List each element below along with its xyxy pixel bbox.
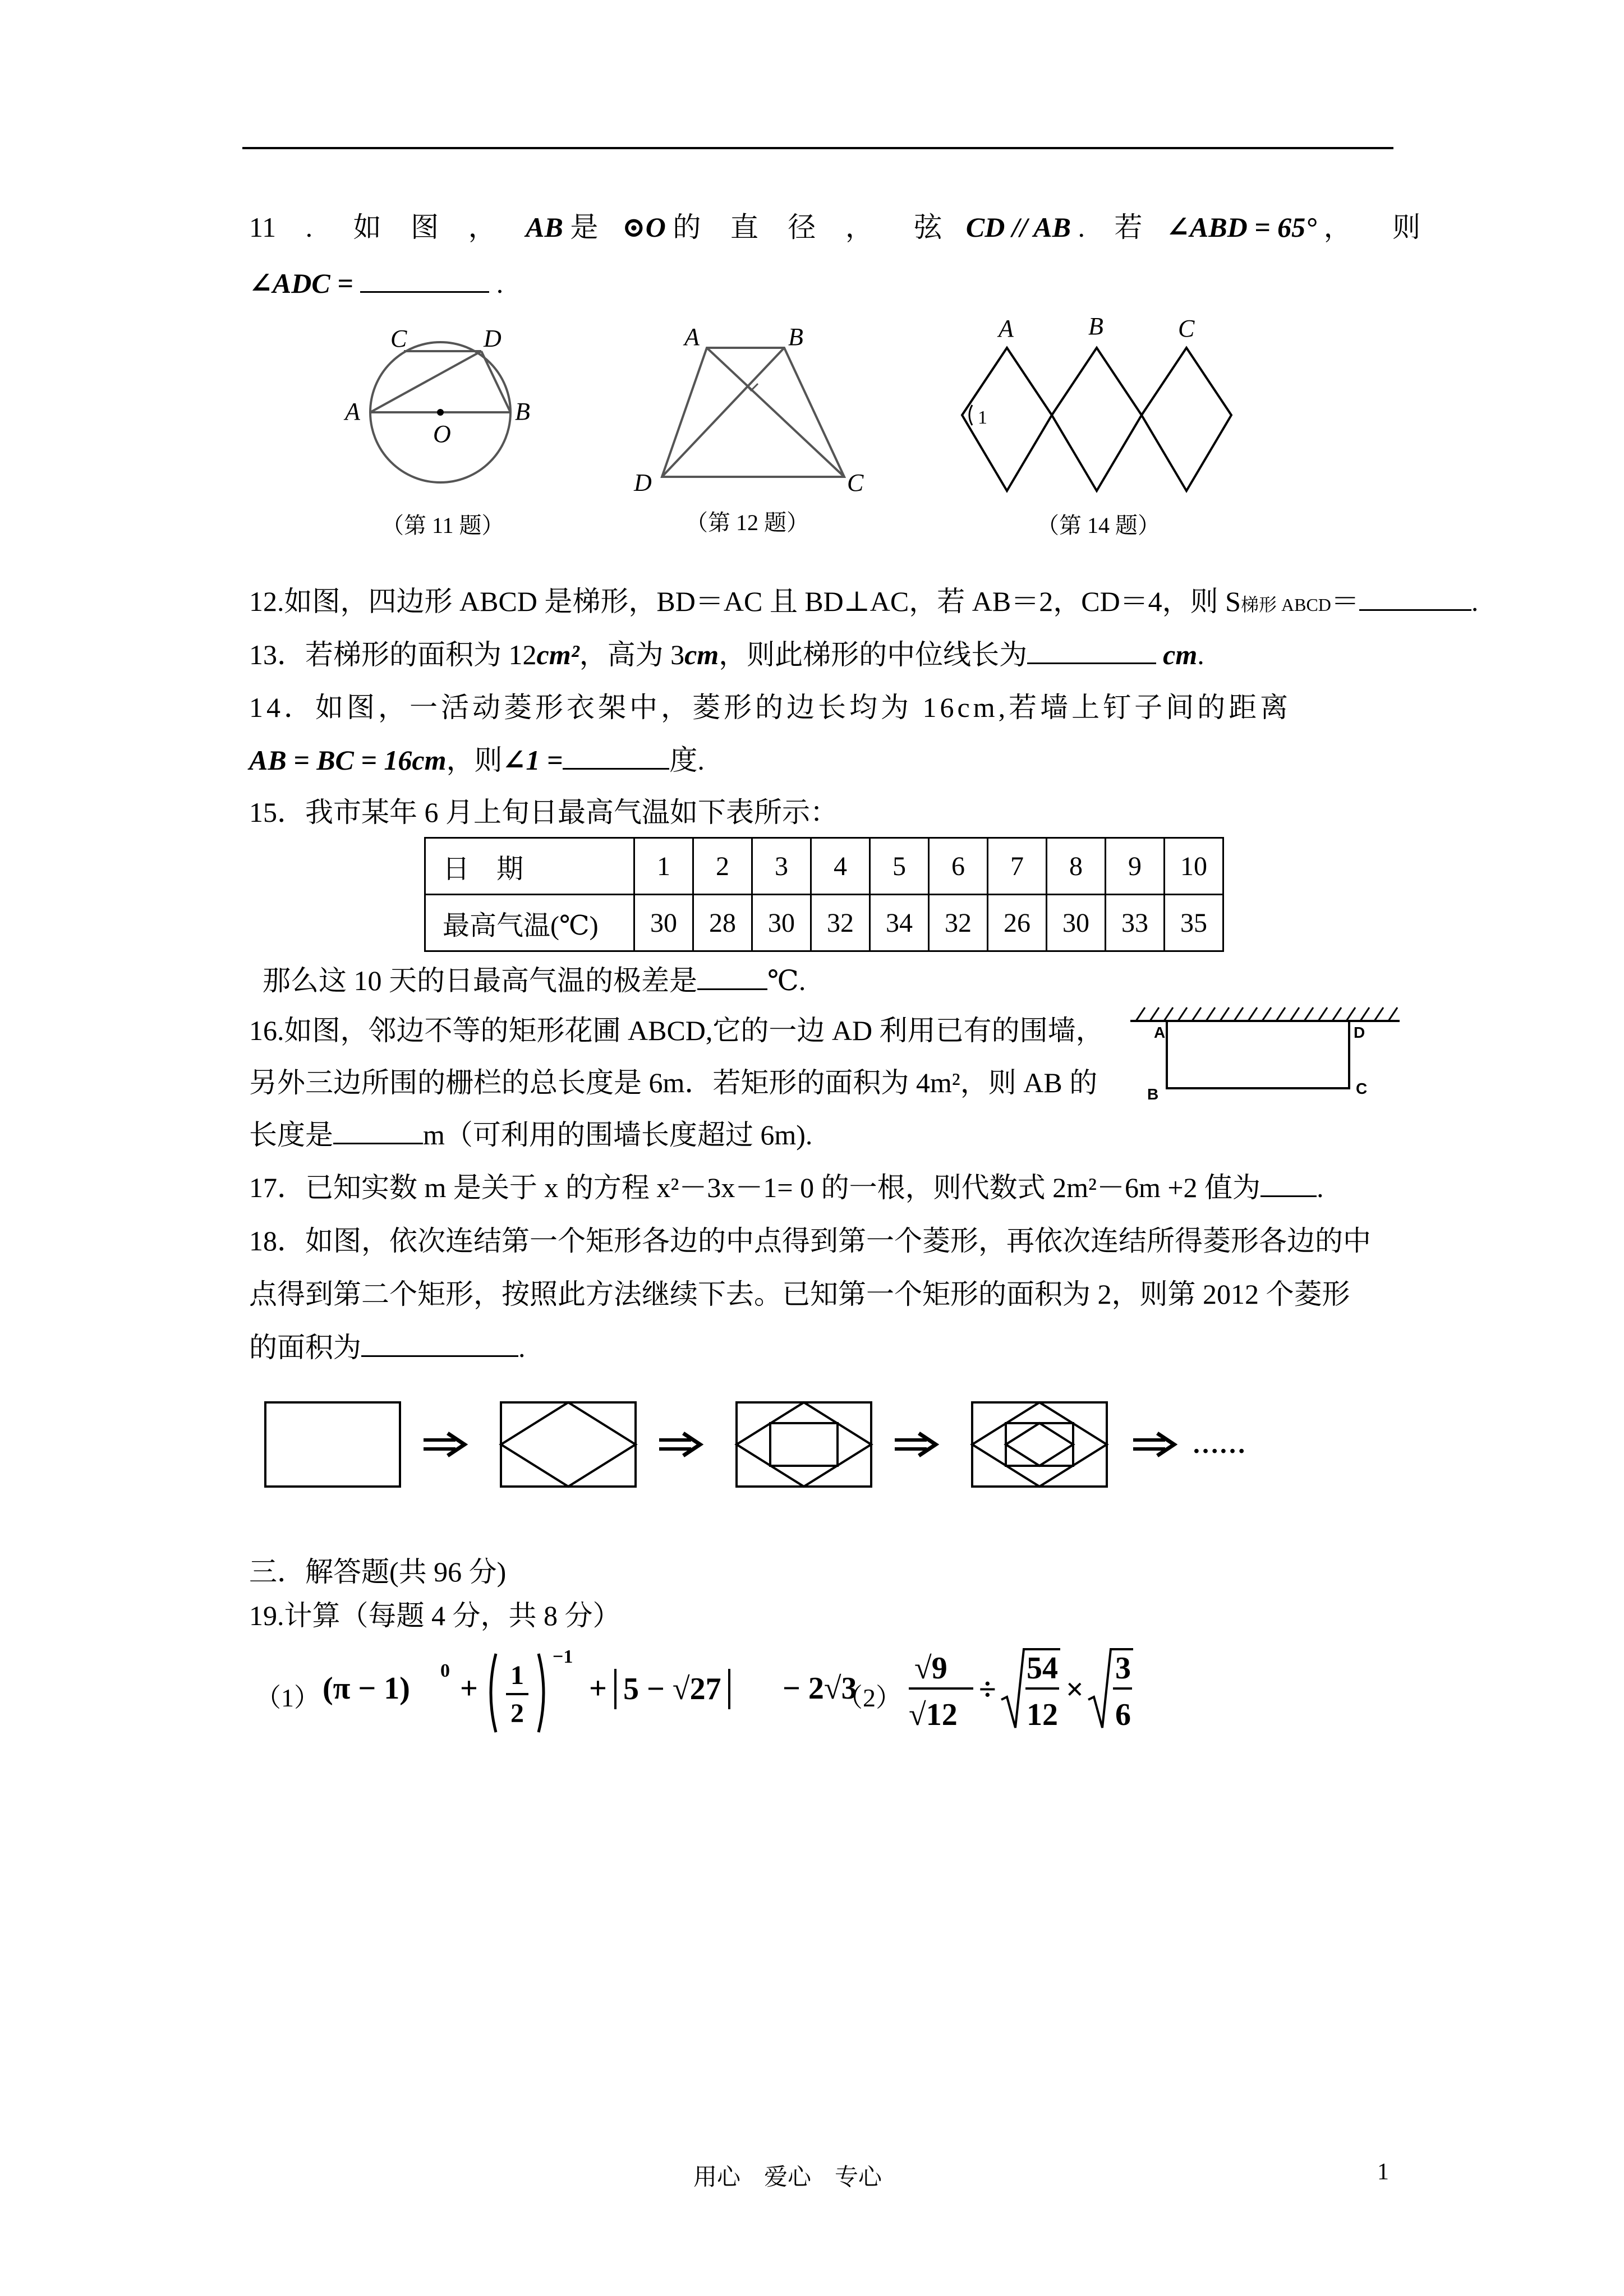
q19-p1-pi-minus-1: (π − 1) xyxy=(323,1671,410,1706)
table-cell: 35 xyxy=(1165,895,1223,951)
q12-subscript: 梯形 ABCD xyxy=(1241,595,1331,615)
fig11-label-o: O xyxy=(433,420,451,448)
q13-unit-3: cm xyxy=(1163,639,1198,670)
q17-line xyxy=(249,1168,1324,1207)
q11-ab: AB xyxy=(526,211,563,243)
q11-line1 xyxy=(249,208,1420,247)
q13-answer-blank xyxy=(1027,636,1156,664)
q19-p2-divide: ÷ xyxy=(979,1672,996,1707)
q13-unit-1: cm² xyxy=(536,639,579,670)
table-cell: 28 xyxy=(693,895,752,951)
q11-text-4: 弦 xyxy=(914,211,942,243)
fig16-label-a: A xyxy=(1154,1024,1166,1041)
q11-cd-parallel-ab: CD // AB xyxy=(965,211,1071,243)
figure-14 xyxy=(951,314,1265,499)
fig18-arrow-4 xyxy=(1133,1433,1174,1456)
q19-p1-half-fraction xyxy=(484,1649,551,1739)
q18-answer-blank xyxy=(361,1328,518,1357)
q12-equals: ＝ xyxy=(1331,586,1359,617)
fig18-arrow-1 xyxy=(424,1433,464,1456)
q11-angle-adc: ∠ADC = xyxy=(249,268,353,299)
q19-p2-f3-num: 3 xyxy=(1115,1651,1131,1686)
table-row xyxy=(425,838,1223,895)
table-cell: 30 xyxy=(752,895,811,951)
table-cell: 33 xyxy=(1106,895,1165,951)
section-3-title: 三．解答题(共 96 分) xyxy=(249,1556,507,1588)
header-rule xyxy=(242,147,1393,149)
q14-answer-blank xyxy=(563,741,669,770)
q17-text: 17．已知实数 m 是关于 x 的方程 x²－3x－1= 0 的一根，则代数式 2m²－6m +2 值为 xyxy=(249,1172,1261,1203)
q18-line1: 18．如图，依次连结第一个矩形各边的中点得到第一个菱形，再依次连结所得菱形各边的中 xyxy=(249,1225,1371,1257)
q11-text-2: 是 xyxy=(570,211,599,243)
q11-end: . xyxy=(496,268,504,299)
q14-end: 度. xyxy=(669,744,705,776)
q18-end: . xyxy=(518,1332,526,1363)
q14-line1: 14．如图，一活动菱形衣架中，菱形的边长均为 16cm,若墙上钉子间的距离 xyxy=(249,692,1292,723)
q13-line xyxy=(249,635,1204,674)
q12-end: . xyxy=(1471,586,1479,617)
q19-p1-absolute-value: 5 − √27 xyxy=(614,1669,730,1709)
q15-temp-header: 最高气温(℃) xyxy=(425,895,634,951)
q19-p2-multiply: × xyxy=(1066,1672,1084,1707)
q19-p1-frac-num: 1 xyxy=(510,1660,524,1690)
q15-temperature-table xyxy=(424,837,1224,952)
q19-p1-minus-2root3: − 2√3 xyxy=(783,1671,857,1706)
fig11-label-b: B xyxy=(515,398,530,425)
q16-line1: 16.如图，邻边不等的矩形花圃 ABCD,它的一边 AD 利用已有的围墙， xyxy=(249,1015,1104,1046)
q19-p1-exponent-neg1: −1 xyxy=(553,1646,573,1667)
fig14-label-c: C xyxy=(1178,315,1195,342)
fig18-arrow-3 xyxy=(895,1433,936,1456)
table-cell: 26 xyxy=(988,895,1047,951)
q11-angle-abd: ∠ABD = 65° xyxy=(1166,211,1317,243)
q18-line3-text: 的面积为 xyxy=(249,1332,361,1363)
figure-11 xyxy=(337,320,561,505)
table-cell: 10 xyxy=(1165,838,1223,895)
table-cell: 7 xyxy=(988,838,1047,895)
q14-line2 xyxy=(249,740,705,780)
q19-p2-f2-num: 54 xyxy=(1027,1651,1058,1686)
fig12-diagonal-ac xyxy=(707,348,844,477)
table-cell: 4 xyxy=(811,838,870,895)
fig18-ellipsis: …… xyxy=(1192,1429,1246,1459)
fig11-center-dot xyxy=(437,409,444,416)
table-cell: 30 xyxy=(634,895,693,951)
table-row xyxy=(425,895,1223,951)
q14-text: ，则 xyxy=(446,744,503,776)
table-cell: 8 xyxy=(1047,838,1106,895)
page-number: 1 xyxy=(1377,2159,1389,2185)
q16-line3 xyxy=(249,1115,812,1154)
fig16-label-b: B xyxy=(1147,1085,1159,1103)
fig14-rhombus-1 xyxy=(962,348,1052,491)
fig14-label-a: A xyxy=(999,315,1014,342)
table-cell: 30 xyxy=(1047,895,1106,951)
fig12-label-d: D xyxy=(634,469,652,496)
q15-after-text: 那么这 10 天的日最高气温的极差是 xyxy=(263,965,697,996)
fig12-diagonal-bd xyxy=(662,348,784,477)
table-cell: 2 xyxy=(693,838,752,895)
q15-answer-blank xyxy=(697,961,767,990)
q15-intro: 15．我市某年 6 月上旬日最高气温如下表所示： xyxy=(249,797,838,828)
table-cell: 6 xyxy=(929,838,988,895)
q19-p1-exponent-0: 0 xyxy=(440,1660,450,1681)
fig11-line-db xyxy=(481,351,510,412)
q19-p2-expression xyxy=(903,1644,1195,1756)
q13-text-2: ，高为 3 xyxy=(579,639,685,670)
fig14-angle-arc xyxy=(969,405,972,425)
fig16-wall-hatching xyxy=(1136,1007,1397,1021)
table-cell: 32 xyxy=(811,895,870,951)
q19-p1-plus-2: + xyxy=(589,1671,607,1706)
table-cell: 32 xyxy=(929,895,988,951)
q16-answer-blank xyxy=(333,1116,423,1144)
fig16-label-d: D xyxy=(1354,1024,1365,1041)
q16-line2: 另外三边所围的栅栏的总长度是 6m．若矩形的面积为 4m²，则 AB 的 xyxy=(249,1067,1098,1098)
q11-text-6: 若 xyxy=(1114,211,1143,243)
q19-p1-right-paren xyxy=(539,1654,544,1732)
q11-text-7: ， xyxy=(1323,211,1352,243)
q13-text-3: ，则此梯形的中位线长为 xyxy=(719,639,1028,670)
q11-text-1: 如 图 ， xyxy=(353,211,508,243)
q11-text-8: 则 xyxy=(1392,211,1421,243)
fig11-caption: （第 11 题） xyxy=(381,513,504,538)
fig18-arrow-2 xyxy=(659,1433,700,1456)
q19-part2-label: （2） xyxy=(837,1683,901,1712)
fig16-label-c: C xyxy=(1356,1080,1368,1097)
fig11-line-ad xyxy=(370,351,481,412)
figure-12 xyxy=(625,320,864,505)
q19-title: 19.计算（每题 4 分，共 8 分） xyxy=(249,1600,621,1631)
table-cell: 34 xyxy=(870,895,929,951)
table-cell: 9 xyxy=(1106,838,1165,895)
fig18-step-2 xyxy=(501,1402,636,1487)
table-cell: 3 xyxy=(752,838,811,895)
q14-angle-1: ∠1 = xyxy=(502,744,563,776)
fig12-trapezoid xyxy=(662,348,844,477)
fig11-label-c: C xyxy=(390,325,407,352)
fig18-step-3 xyxy=(737,1402,871,1487)
fig12-label-a: A xyxy=(684,323,700,351)
q11-text-5: . xyxy=(1078,211,1085,243)
q19-p1-left-paren xyxy=(491,1654,496,1732)
q19-p2-f3-den: 6 xyxy=(1115,1697,1131,1732)
q17-end: . xyxy=(1317,1172,1324,1203)
fig11-label-d: D xyxy=(484,325,502,352)
fig14-label-b: B xyxy=(1088,312,1103,340)
q11-dot: . xyxy=(305,211,313,243)
table-cell: 5 xyxy=(870,838,929,895)
q11-number: 11 xyxy=(249,211,277,243)
figure-16 xyxy=(1125,987,1405,1103)
fig18-step-4 xyxy=(972,1402,1107,1487)
q16-line3-text: 长度是 xyxy=(249,1119,333,1151)
q12-text: 12.如图，四边形 ABCD 是梯形，BD＝AC 且 BD⊥AC，若 AB＝2，CD＝4，则 S xyxy=(249,586,1241,617)
fig18-step-1 xyxy=(265,1402,400,1487)
q11-circle-o: ⊙O xyxy=(622,211,666,243)
q19-p1-frac-den: 2 xyxy=(510,1699,524,1728)
fig11-label-a: A xyxy=(345,398,360,425)
q11-line2 xyxy=(249,264,503,303)
fig12-caption: （第 12 题） xyxy=(686,510,809,535)
q17-answer-blank xyxy=(1260,1168,1317,1197)
q14-ab-bc: AB = BC = 16cm xyxy=(249,744,447,776)
fig12-label-b: B xyxy=(788,323,803,351)
q13-text-1: 13．若梯形的面积为 12 xyxy=(249,639,537,670)
q15-after xyxy=(263,961,806,1000)
figure-18 xyxy=(247,1391,1470,1537)
q18-line2: 点得到第二个矩形，按照此方法继续下去。已知第一个矩形的面积为 2，则第 2012 个菱形 xyxy=(249,1278,1350,1310)
q11-answer-blank xyxy=(360,264,489,293)
fig12-label-c: C xyxy=(847,469,864,496)
table-cell: 1 xyxy=(634,838,693,895)
q12-answer-blank xyxy=(1359,582,1471,611)
q15-date-header: 日 期 xyxy=(425,838,634,895)
q18-line3 xyxy=(249,1328,526,1367)
q19-p2-f1-num: √9 xyxy=(914,1651,947,1686)
fig16-rectangle xyxy=(1167,1021,1349,1088)
q16-line3-end: m（可利用的围墙长度超过 6m). xyxy=(423,1119,813,1151)
q19-p2-f2-den: 12 xyxy=(1027,1697,1058,1732)
q15-unit: ℃. xyxy=(767,965,806,996)
q11-text-3: 的 直 径 ， xyxy=(673,211,885,243)
fig14-rhombus-2 xyxy=(1052,348,1142,491)
q13-unit-2: cm xyxy=(684,639,719,670)
fig14-caption: （第 14 题） xyxy=(1037,513,1160,538)
fig14-label-1: 1 xyxy=(978,407,987,428)
q19-p2-f1-den: √12 xyxy=(909,1697,958,1732)
q19-p1-plus-1: + xyxy=(460,1671,478,1706)
q12-line xyxy=(249,582,1478,624)
q19-part1-label: （1） xyxy=(255,1683,320,1712)
footer-slogan: 用心 爱心 专心 xyxy=(693,2165,882,2191)
q13-end: . xyxy=(1197,639,1204,670)
fig14-rhombus-3 xyxy=(1142,348,1231,491)
